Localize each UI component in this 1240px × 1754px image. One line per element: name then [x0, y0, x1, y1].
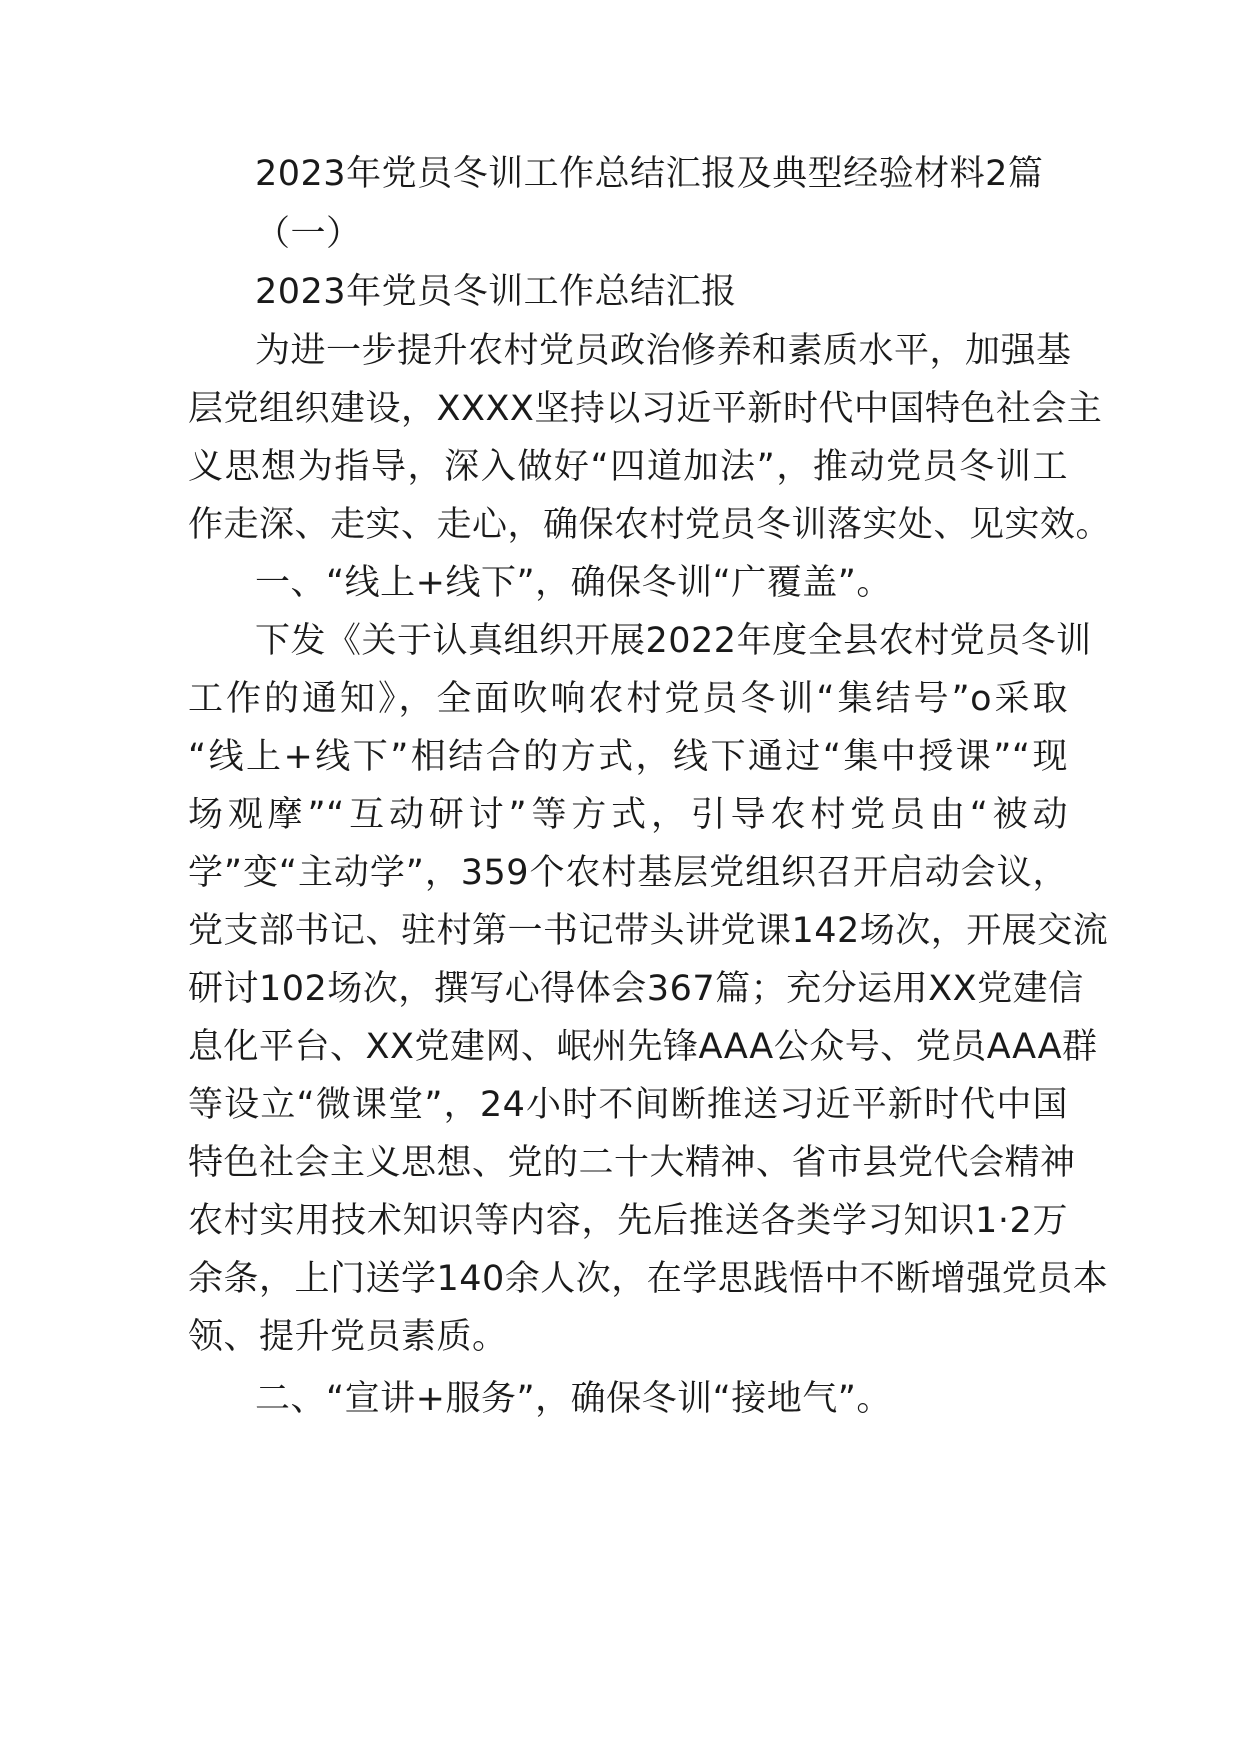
- section-heading-1: 一、“线上+线下”，确保冬训“广覆盖”。: [255, 563, 892, 603]
- paragraph-line: 息化平台、XX党建网、岷州先锋AAA公众号、党员AAA群: [188, 1027, 1098, 1067]
- paragraph-line: “线上+线下”相结合的方式，线下通过“集中授课”“现: [188, 737, 1068, 777]
- document-title: 2023年党员冬训工作总结汇报及典型经验材料2篇: [255, 154, 1044, 194]
- paragraph-line: 等设立“微课堂”，24小时不间断推送习近平新时代中国: [188, 1085, 1068, 1125]
- section-heading-2: 二、“宣讲+服务”，确保冬训“接地气”。: [255, 1379, 892, 1419]
- paragraph-line: 特色社会主义思想、党的二十大精神、省市县党代会精神: [188, 1143, 1076, 1183]
- paragraph-line: 场观摩”“互动研讨”等方式，引导农村党员由“被动: [188, 795, 1068, 835]
- document-subtitle: 2023年党员冬训工作总结汇报: [255, 272, 737, 312]
- paragraph-line: 工作的通知》，全面吹响农村党员冬训“集结号”o采取: [188, 679, 1068, 719]
- paragraph-line: 余条，上门送学140余人次，在学思践悟中不断增强党员本: [188, 1259, 1109, 1299]
- paragraph-line: 层党组织建设，XXXX坚持以习近平新时代中国特色社会主: [188, 389, 1103, 429]
- paragraph-line: 义思想为指导，深入做好“四道加法”，推动党员冬训工: [188, 447, 1068, 487]
- paragraph-line: 为进一步提升农村党员政治修养和素质水平，加强基: [255, 331, 1072, 371]
- paragraph-line: 下发《关于认真组织开展2022年度全县农村党员冬训: [255, 621, 1092, 661]
- paragraph-line: 党支部书记、驻村第一书记带头讲党课142场次，开展交流: [188, 911, 1109, 951]
- paragraph-line: 领、提升党员素质。: [188, 1317, 508, 1357]
- paragraph-line: 研讨102场次，撰写心得体会367篇；充分运用XX党建信: [188, 969, 1084, 1009]
- part-marker: （一）: [255, 214, 362, 254]
- paragraph-line: 作走深、走实、走心，确保农村党员冬训落实处、见实效。: [188, 505, 1112, 545]
- paragraph-line: 农村实用技术知识等内容，先后推送各类学习知识1·2万: [188, 1201, 1068, 1241]
- paragraph-line: 学”变“主动学”，359个农村基层党组织召开启动会议，: [188, 853, 1068, 893]
